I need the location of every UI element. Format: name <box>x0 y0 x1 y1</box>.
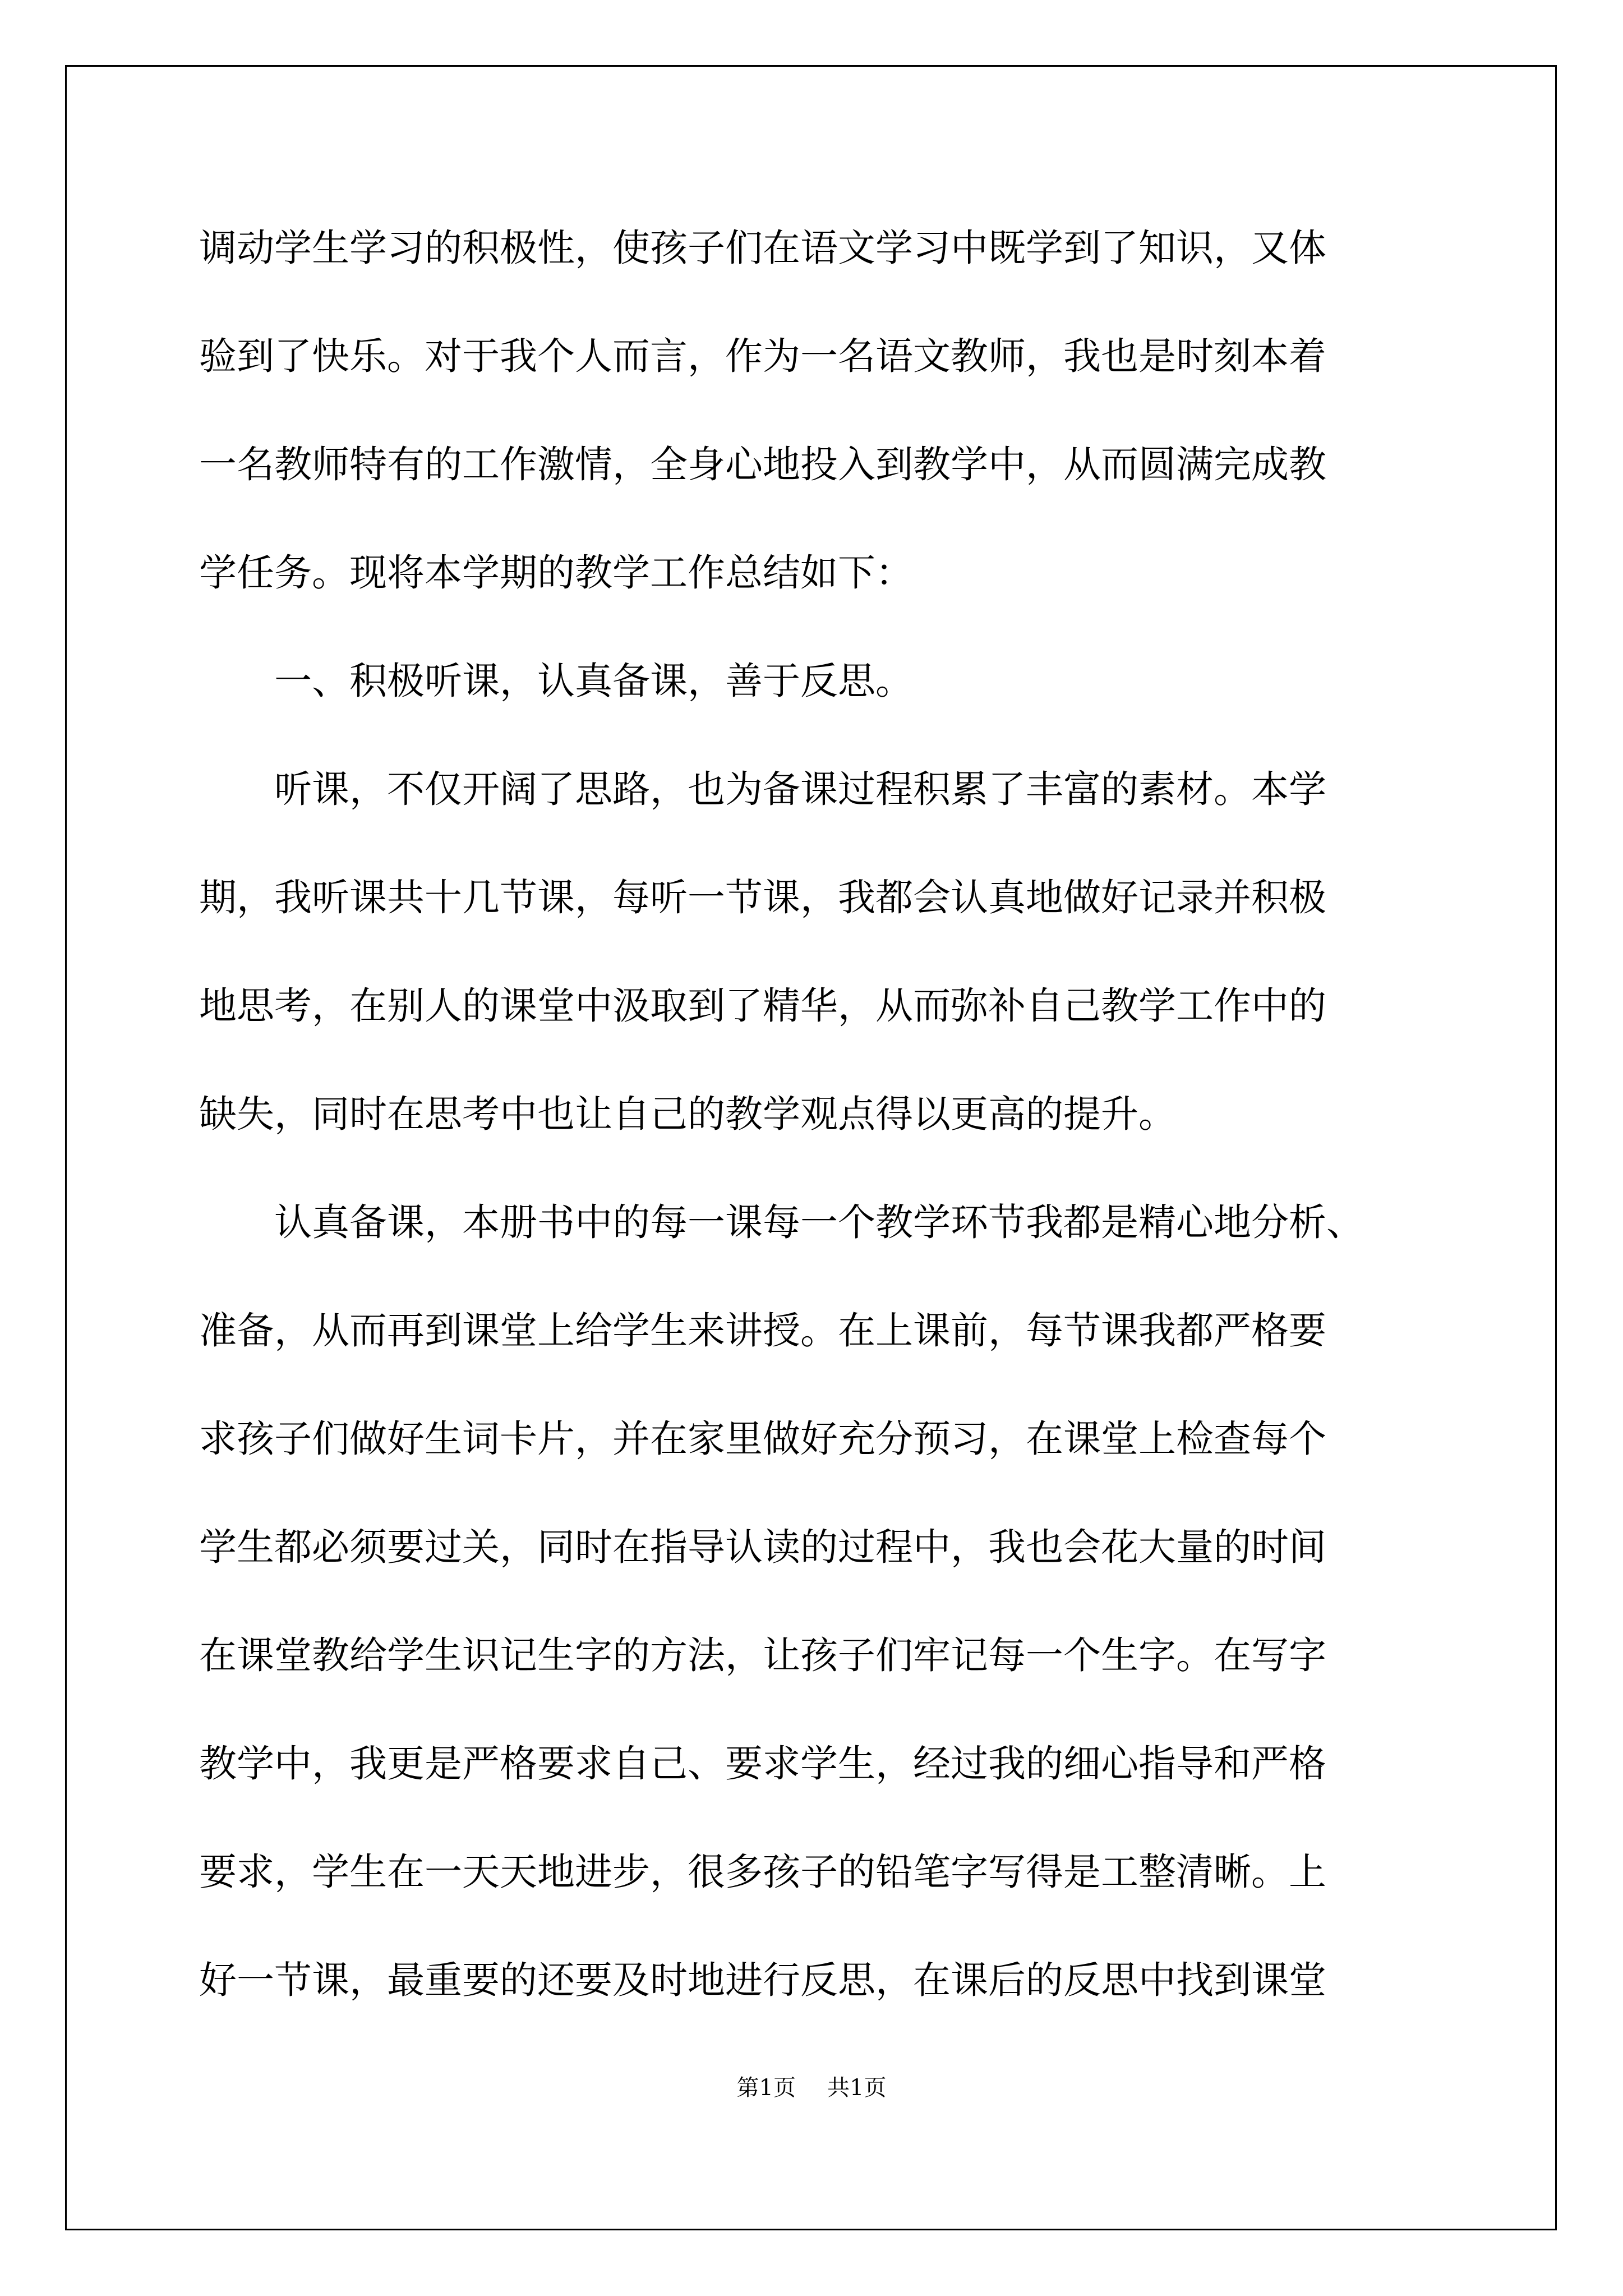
text-line: 求孩子们做好生词卡片，并在家里做好充分预习，在课堂上检查每个 <box>199 1417 1326 1461</box>
text-line: 要求，学生在一天天地进步，很多孩子的铅笔字写得是工整清晰。上 <box>199 1850 1326 1894</box>
page-footer <box>0 2070 1623 2102</box>
text-line: 认真备课，本册书中的每一课每一个教学环节我都是精心地分析、 <box>199 1200 1364 1244</box>
text-line: 学生都必须要过关，同时在指导认读的过程中，我也会花大量的时间 <box>199 1525 1326 1569</box>
section-heading: 一、积极听课，认真备课，善于反思。 <box>199 659 913 703</box>
text-line: 听课，不仅开阔了思路，也为备课过程积累了丰富的素材。本学 <box>199 767 1326 811</box>
text-line: 验到了快乐。对于我个人而言，作为一名语文教师，我也是时刻本着 <box>199 334 1326 378</box>
page-number: 第1页 <box>736 2075 796 2101</box>
text-line: 教学中，我更是严格要求自己、要求学生，经过我的细心指导和严格 <box>199 1742 1326 1786</box>
text-line: 准备，从而再到课堂上给学生来讲授。在上课前，每节课我都严格要 <box>199 1309 1326 1352</box>
text-line: 地思考，在别人的课堂中汲取到了精华，从而弥补自己教学工作中的 <box>199 984 1326 1028</box>
text-line: 缺失，同时在思考中也让自己的教学观点得以更高的提升。 <box>199 1092 1176 1136</box>
text-line: 调动学生学习的积极性，使孩子们在语文学习中既学到了知识，又体 <box>199 226 1326 270</box>
text-line: 期，我听课共十几节课，每听一节课，我都会认真地做好记录并积极 <box>199 876 1326 919</box>
page-total: 共1页 <box>827 2075 887 2101</box>
text-line: 好一节课，最重要的还要及时地进行反思，在课后的反思中找到课堂 <box>199 1958 1326 2002</box>
text-line: 在课堂教给学生识记生字的方法，让孩子们牢记每一个生字。在写字 <box>199 1634 1326 1677</box>
page-border <box>65 65 1557 2230</box>
text-line: 一名教师特有的工作激情，全身心地投入到教学中，从而圆满完成教 <box>199 443 1326 486</box>
text-line: 学任务。现将本学期的教学工作总结如下： <box>199 551 913 595</box>
